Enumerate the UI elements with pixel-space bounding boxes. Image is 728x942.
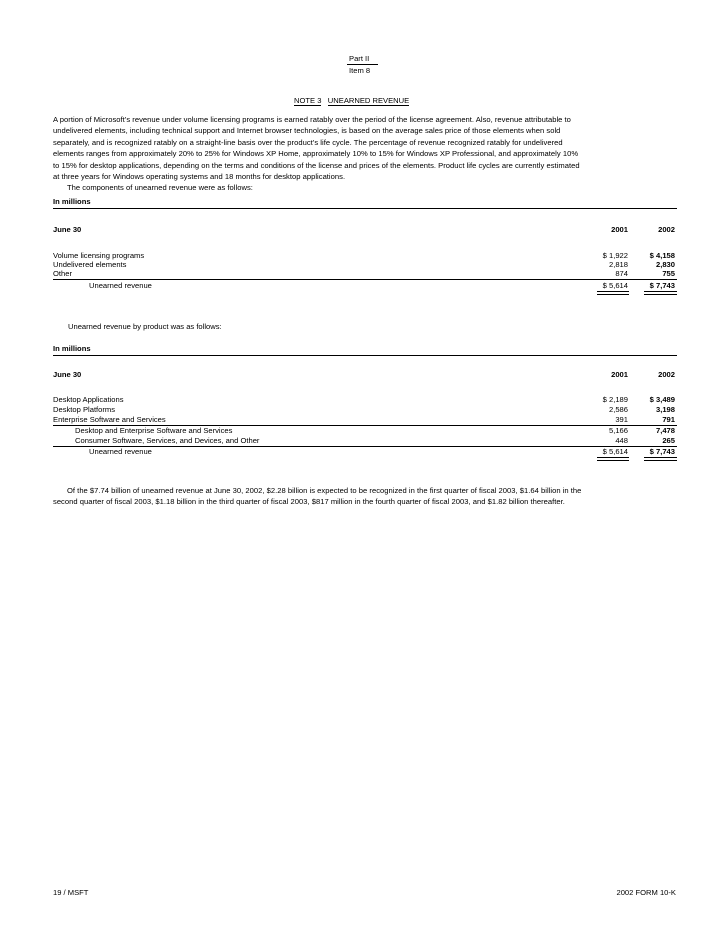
table2-header-row xyxy=(53,370,677,381)
table1-col-2001: 2001 xyxy=(611,225,628,234)
total-double-rule xyxy=(644,291,677,295)
table1-units: In millions xyxy=(53,197,91,206)
table2-col-2002: 2002 xyxy=(658,370,675,379)
table-total-row xyxy=(53,447,677,458)
intro-line: separately, and is recognized ratably on a straight-line basis over the product’s life cycle. The percentage of revenue recognized ratably for undelivered xyxy=(53,137,563,147)
value-2002: 3,198 xyxy=(655,405,675,414)
value-2002: $ 4,158 xyxy=(649,251,675,260)
table2-intro-text: Unearned revenue by product was as follows: xyxy=(68,322,222,331)
footer-form-label: 2002 FORM 10-K xyxy=(616,888,676,897)
part-label: Part II xyxy=(349,54,370,63)
row-label: Unearned revenue xyxy=(89,447,152,456)
closing-line: second quarter of fiscal 2003, $1.18 billion in the third quarter of fiscal 2003, $817 million in the fourth quarter of fiscal 2003, and $1.82 billion thereafter. xyxy=(53,497,565,507)
table1-period-label: June 30 xyxy=(53,225,82,234)
note-number: NOTE 3 xyxy=(294,96,322,105)
value-2002: 791 xyxy=(662,415,675,424)
intro-line: elements ranges from approximately 20% to 25% for Windows XP Home, approximately 10% to 15% for Windows XP Professional, and approximately 10% xyxy=(53,149,579,159)
row-label: Consumer Software, Services, and Devices, and Other xyxy=(75,436,260,445)
intro-line: to 15% for desktop applications, depending on the terms and conditions of the license and prices of the elements. Product life cycles are currently estimated xyxy=(53,160,580,170)
value-2001: $ 5,614 xyxy=(602,447,628,456)
row-label: Undelivered elements xyxy=(53,260,127,269)
value-2001: $ 5,614 xyxy=(602,281,628,290)
intro-line: A portion of Microsoft’s revenue under volume licensing programs is earned ratably over the period of the license agreement. Also, revenue attributable to xyxy=(53,115,571,124)
value-2001: 391 xyxy=(615,415,628,424)
table2-top-rule xyxy=(53,355,677,356)
value-2001: 5,166 xyxy=(608,426,628,435)
intro-line: undelivered elements, including technical support and Internet browser technologies, is based on the average sales price of those elements when sold xyxy=(53,126,561,136)
value-2001: 2,818 xyxy=(608,260,628,269)
closing-paragraph xyxy=(53,485,678,508)
row-label: Unearned revenue xyxy=(89,281,152,290)
footer-page-number: 19 / MSFT xyxy=(53,888,89,897)
closing-line: Of the $7.74 billion of unearned revenue at June 30, 2002, $2.28 billion is expected to be recognized in the first quarter of fiscal 2003, $1.64 billion in the xyxy=(67,486,582,495)
value-2002: 7,478 xyxy=(655,426,675,435)
value-2001: 448 xyxy=(615,436,628,445)
total-double-rule xyxy=(644,457,677,461)
value-2002: 755 xyxy=(662,269,675,278)
value-2001: 874 xyxy=(615,269,628,278)
value-2002: $ 3,489 xyxy=(649,395,675,404)
table2-units: In millions xyxy=(53,344,91,353)
row-label: Enterprise Software and Services xyxy=(53,415,166,424)
total-double-rule xyxy=(597,457,629,461)
value-2001: 2,586 xyxy=(608,405,628,414)
row-label: Desktop Platforms xyxy=(53,405,116,414)
intro-line: The components of unearned revenue were as follows: xyxy=(67,183,253,193)
table2-col-2001: 2001 xyxy=(611,370,628,379)
row-label: Desktop and Enterprise Software and Services xyxy=(75,426,233,435)
note-title xyxy=(294,96,409,105)
row-label: Volume licensing programs xyxy=(53,251,145,260)
table-total-row xyxy=(53,281,677,292)
intro-line: at three years for Windows operating systems and 18 months for desktop applications. xyxy=(53,172,346,182)
value-2002: $ 7,743 xyxy=(649,281,675,290)
row-label: Other xyxy=(53,269,72,278)
value-2001: $ 2,189 xyxy=(602,395,628,404)
intro-paragraph xyxy=(53,114,678,194)
value-2002: 265 xyxy=(662,436,675,445)
value-2001: $ 1,922 xyxy=(602,251,628,260)
value-2002: $ 7,743 xyxy=(649,447,675,456)
value-2002: 2,830 xyxy=(655,260,675,269)
header-rule xyxy=(347,64,378,65)
table1-col-2002: 2002 xyxy=(658,225,675,234)
total-double-rule xyxy=(597,291,629,295)
table1-top-rule xyxy=(53,208,677,209)
table1-subtotal-rule xyxy=(53,279,677,280)
item-label: Item 8 xyxy=(349,66,371,75)
note-heading: UNEARNED REVENUE xyxy=(327,96,410,105)
table2-period-label: June 30 xyxy=(53,370,82,379)
table1-header-row xyxy=(53,225,677,236)
row-label: Desktop Applications xyxy=(53,395,124,404)
